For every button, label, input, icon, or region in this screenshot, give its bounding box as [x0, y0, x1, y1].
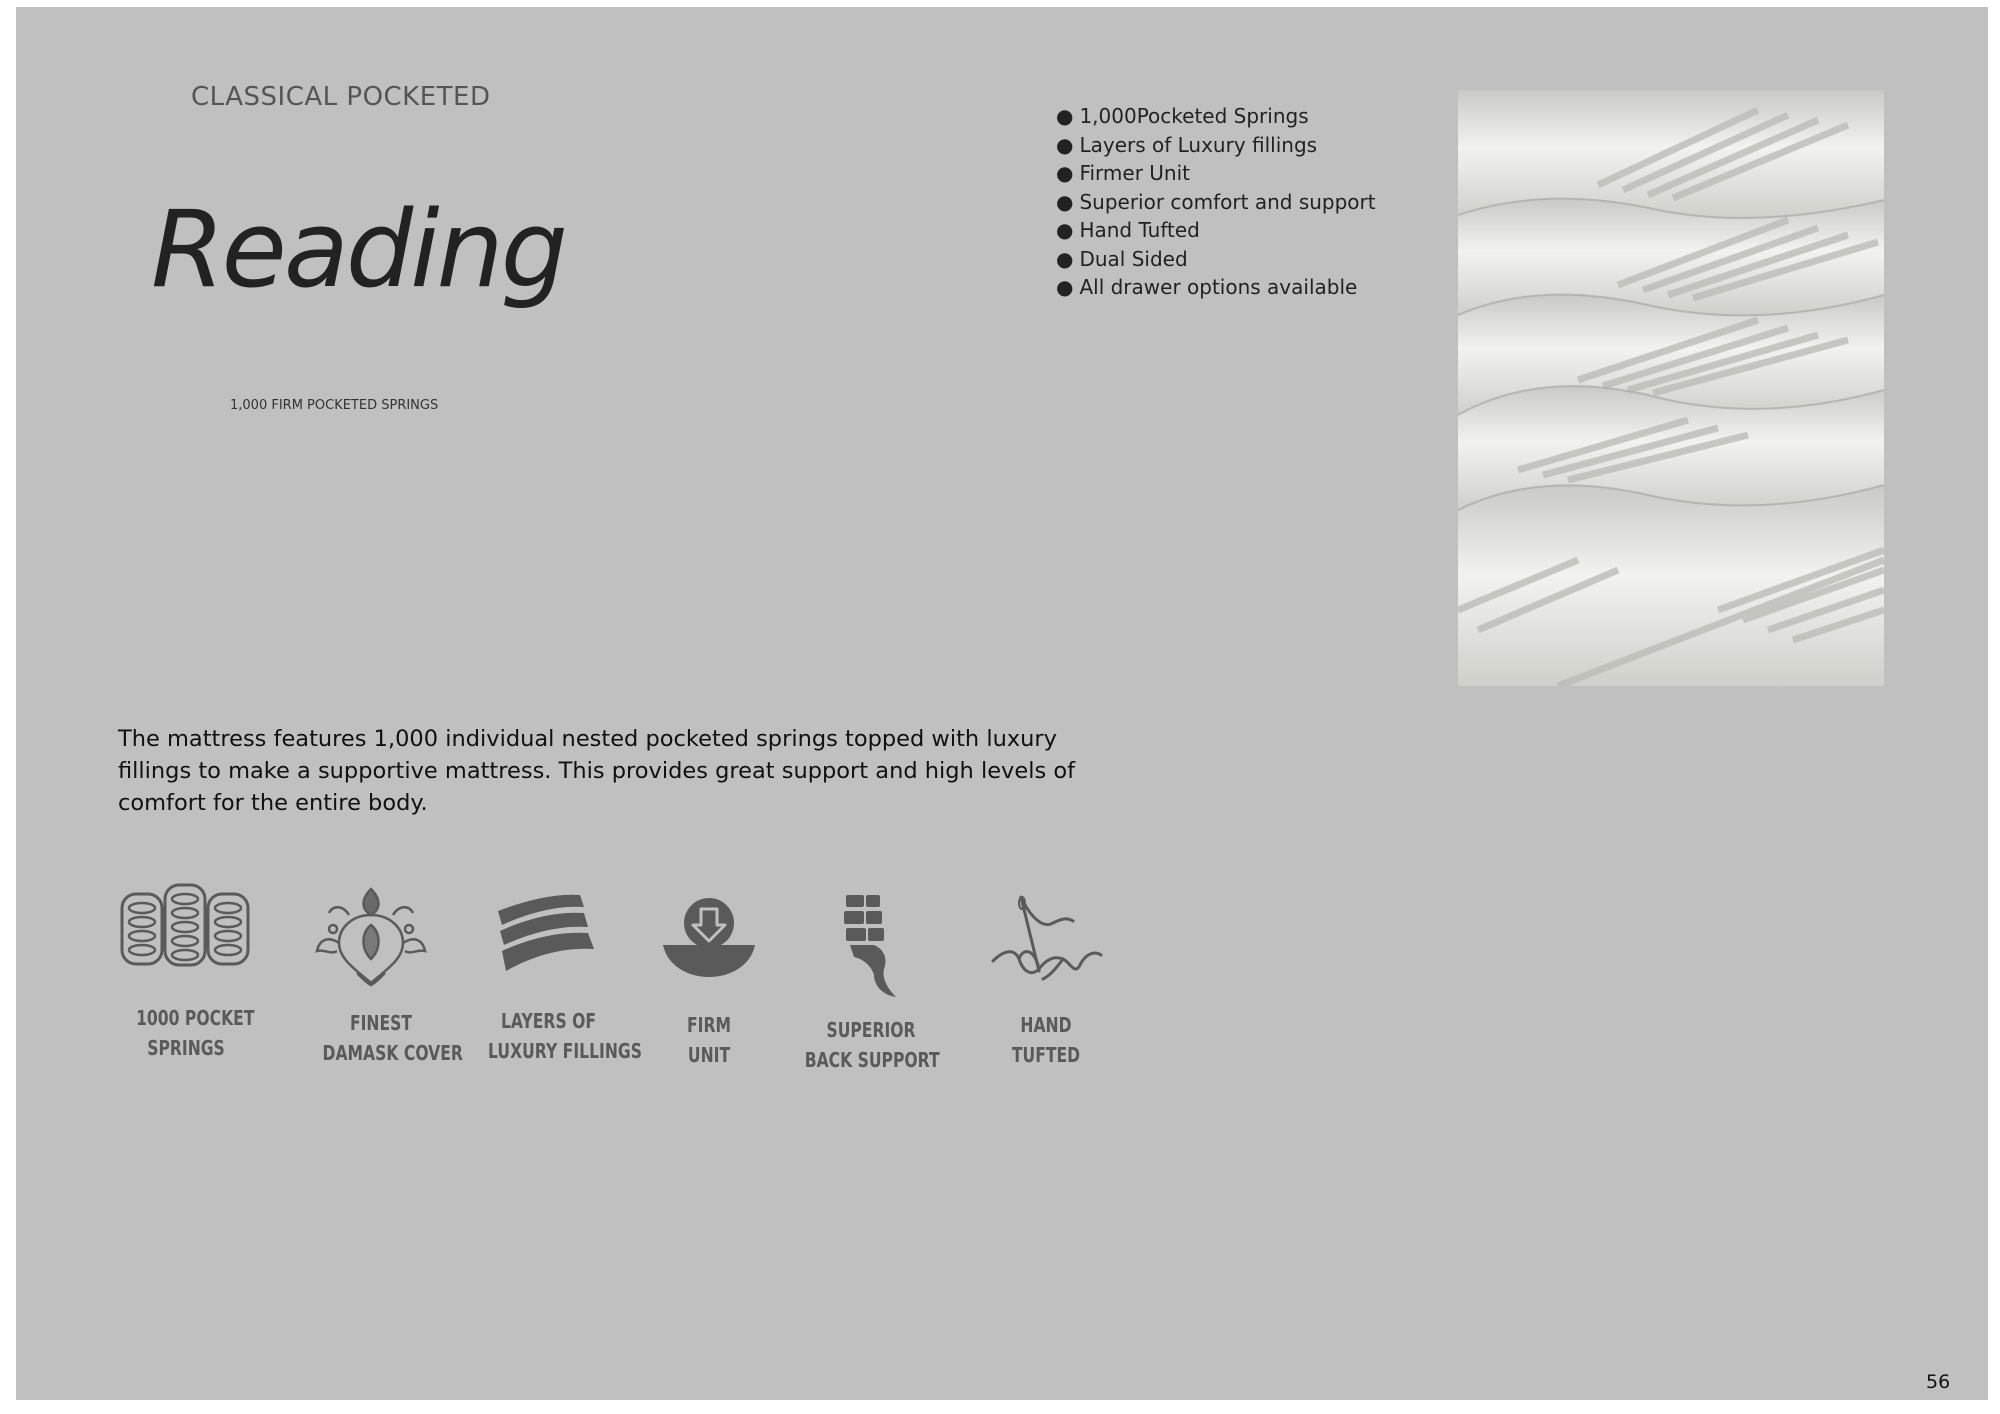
page-number: 56: [1926, 1371, 1951, 1393]
label-luxury-fillings: LAYERS OF LUXURY FILLINGS: [488, 1009, 642, 1063]
bullet-icon: ●: [1056, 132, 1074, 157]
feature-item: ● Superior comfort and support: [1056, 189, 1376, 214]
bullet-icon: ●: [1056, 218, 1074, 242]
bullet-icon: ●: [1056, 246, 1074, 271]
catalogue-page: [16, 7, 1988, 1400]
feature-icons-row: [16, 7, 1988, 1400]
spine-icon: [838, 893, 904, 1003]
feature-item: ● Firmer Unit: [1056, 161, 1191, 185]
feature-item: ● 1,000Pocketed Springs: [1056, 104, 1309, 128]
firm-unit-icon: [661, 895, 757, 979]
model-title: Reading: [151, 188, 566, 311]
label-firm-unit: FIRM UNIT: [687, 1013, 731, 1067]
subtitle: 1,000 FIRM POCKETED SPRINGS: [230, 398, 439, 413]
category-label: CLASSICAL POCKETED: [191, 82, 491, 112]
feature-item: ● Hand Tufted: [1056, 218, 1200, 242]
label-damask-cover: FINEST DAMASK COVER: [322, 1011, 463, 1065]
feature-item: ● Layers of Luxury fillings: [1056, 132, 1318, 157]
pocket-springs-icon: [119, 882, 252, 972]
description-paragraph: The mattress features 1,000 individual nested pocketed springs topped with luxury fillings to make a supportive mattress. This provides great support and high levels of comfort for the entire body.: [118, 726, 1076, 816]
feature-item: ● All drawer options available: [1056, 275, 1358, 299]
luxury-layers-icon: [494, 891, 600, 977]
label-hand-tufted: HAND TUFTED: [1011, 1013, 1081, 1067]
damask-ornament-icon: [313, 885, 429, 987]
label-back-support: SUPERIOR BACK SUPPORT: [804, 1018, 940, 1072]
bullet-icon: ●: [1056, 104, 1074, 128]
needle-thread-icon: [991, 893, 1103, 993]
bullet-icon: ●: [1056, 161, 1074, 185]
label-pocket-springs: 1000 POCKET SPRINGS: [136, 1006, 255, 1060]
bullet-icon: ●: [1056, 189, 1074, 214]
bullet-icon: ●: [1056, 275, 1074, 299]
feature-item: ● Dual Sided: [1056, 246, 1188, 271]
